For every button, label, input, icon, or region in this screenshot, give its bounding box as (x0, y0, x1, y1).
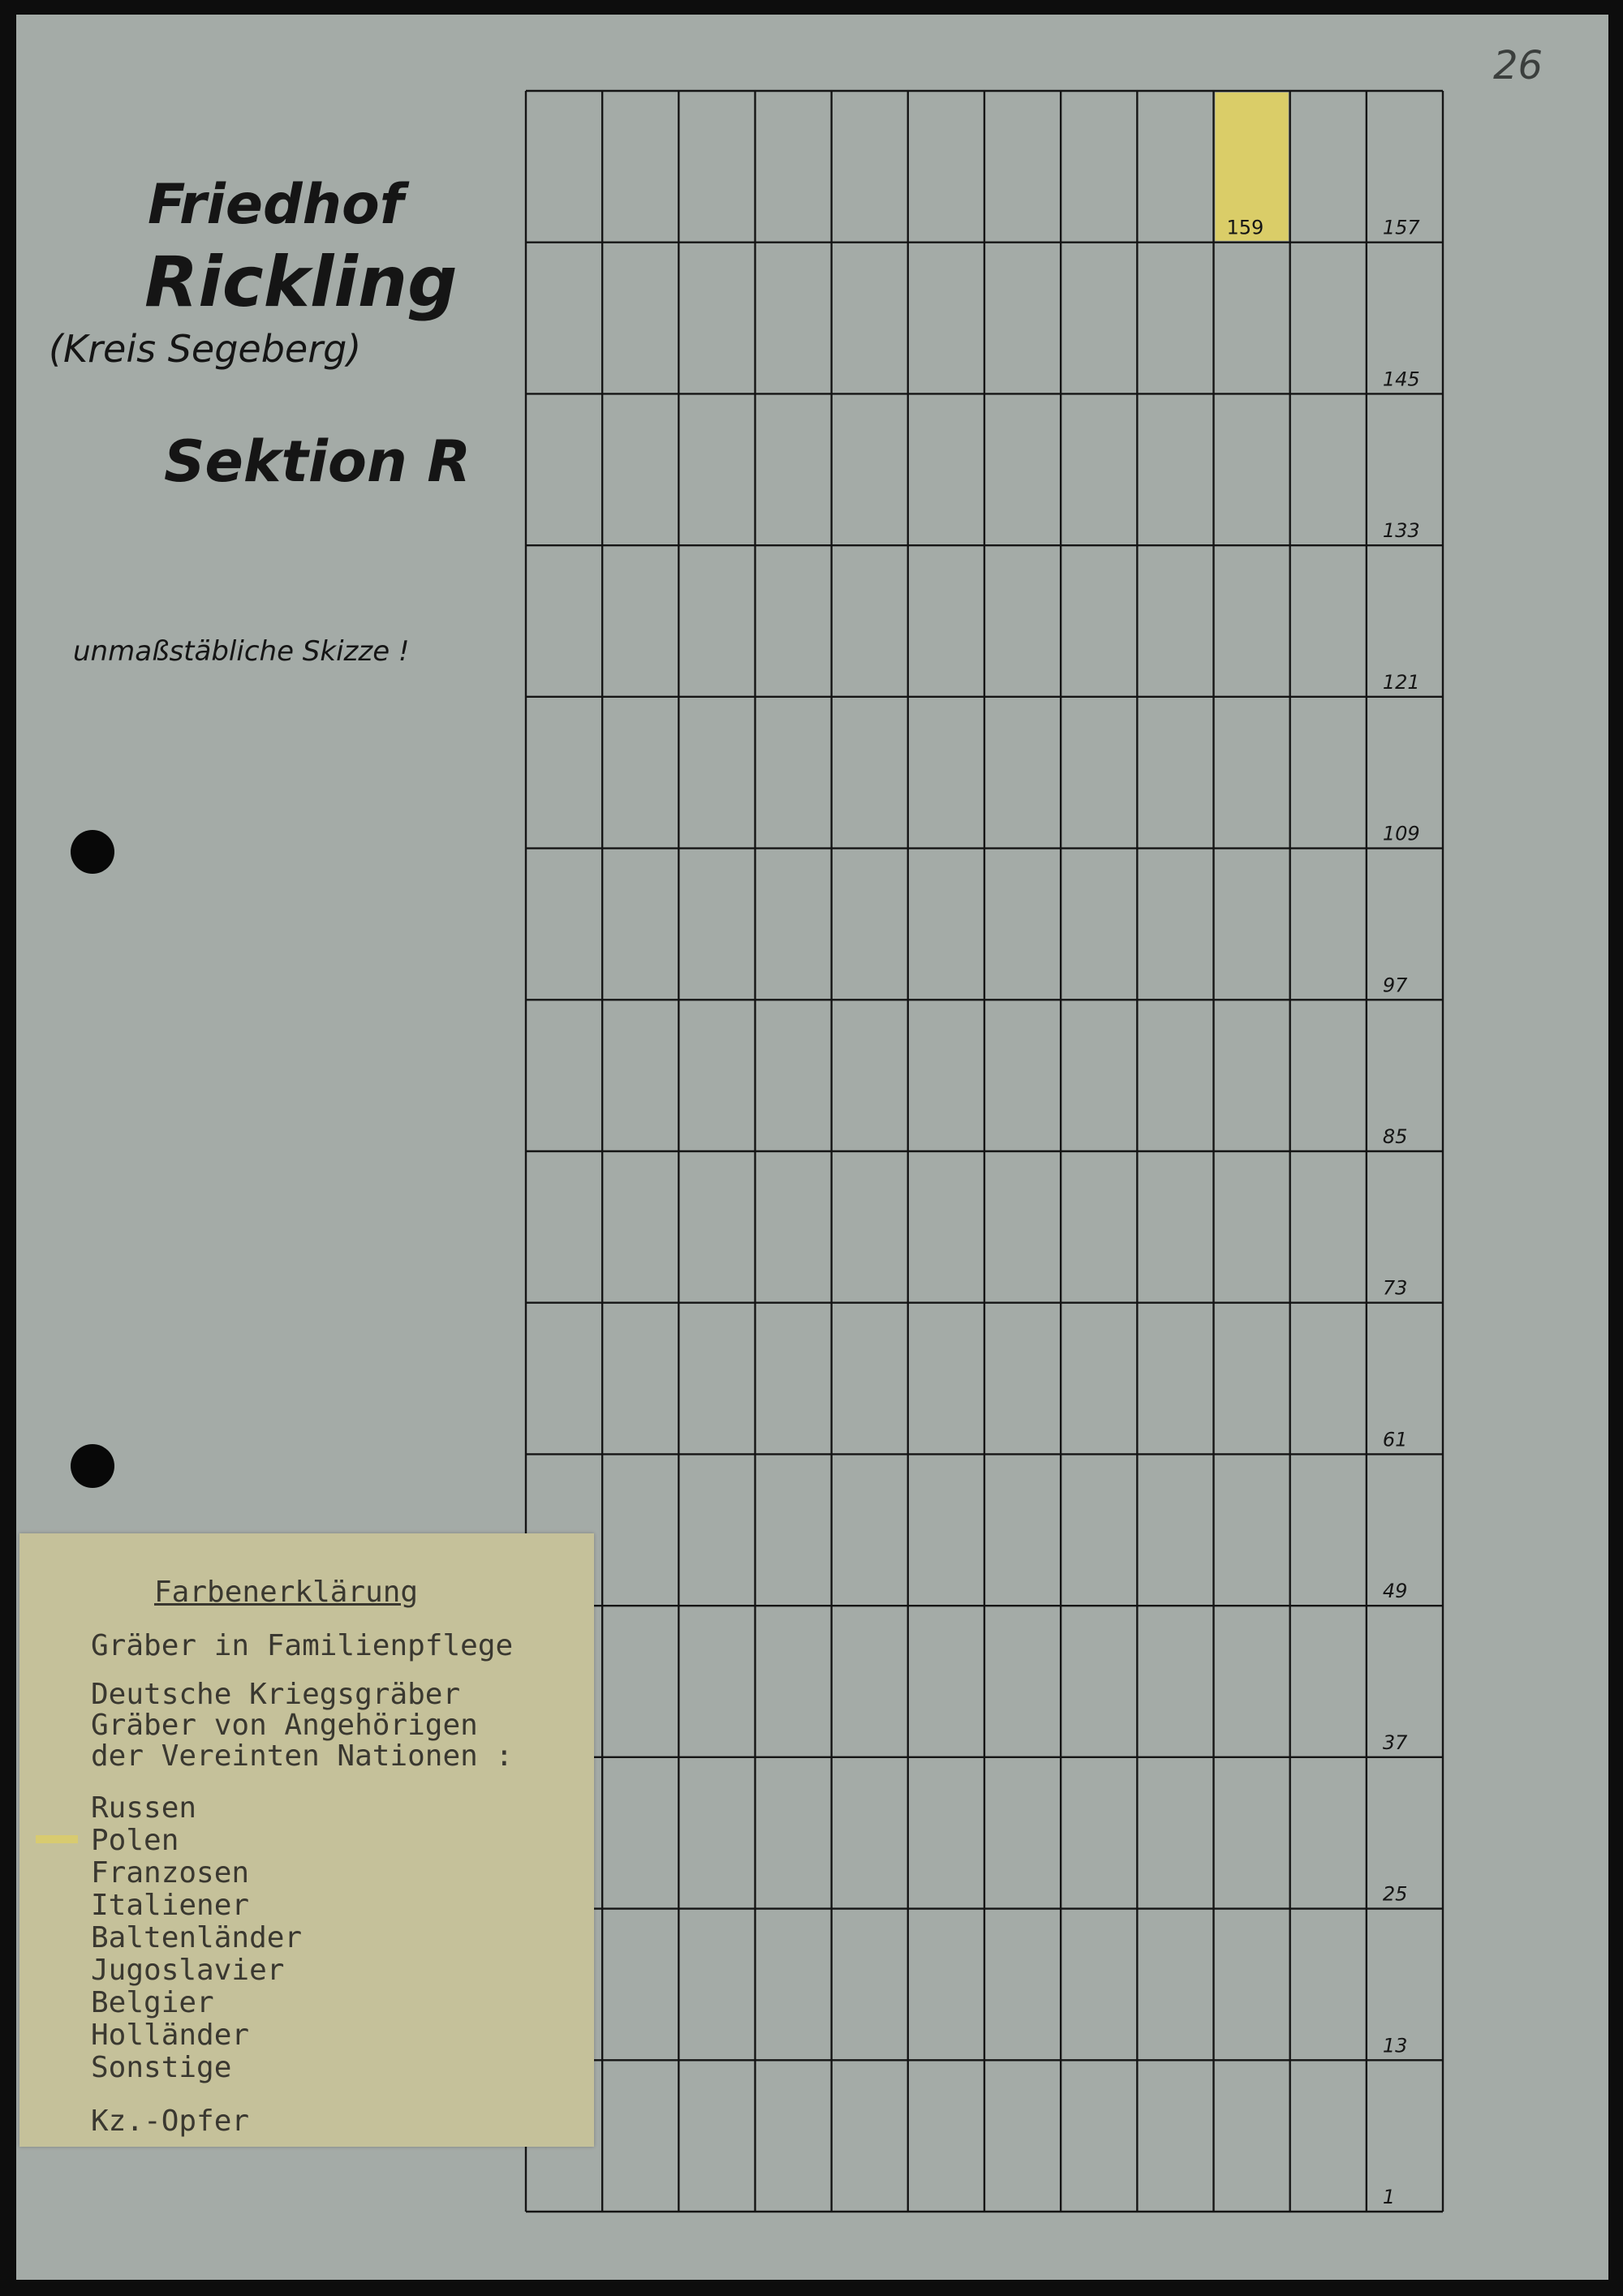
row-number-label: 1 (1382, 2186, 1396, 2208)
legend-item: Gräber in Familienpflege (91, 1629, 514, 1662)
legend-item: der Vereinten Nationen : (91, 1739, 514, 1773)
row-number-label: 133 (1382, 519, 1420, 543)
legend-item: Sonstige (91, 2051, 232, 2084)
section-title: Sektion R (164, 428, 471, 495)
legend-item: Holländer (91, 2019, 250, 2052)
legend-item: Belgier (91, 1986, 214, 2019)
legend-item: Russen (91, 1791, 197, 1825)
subtitle-kreis: (Kreis Segeberg) (49, 327, 362, 371)
row-number-label: 13 (1382, 2034, 1408, 2057)
legend-item: Baltenländer (91, 1921, 303, 1954)
highlighted-cell-label: 159 (1226, 216, 1264, 239)
document-sheet (16, 15, 1608, 2280)
row-number-label: 109 (1382, 822, 1420, 845)
title-rickling: Rickling (144, 242, 458, 323)
color-legend (19, 1533, 594, 2147)
legend-color-swatch (36, 1835, 78, 1843)
legend-item: Jugoslavier (91, 1954, 285, 1987)
row-number-label: 49 (1382, 1580, 1408, 1603)
legend-title: Farbenerklärung (154, 1576, 419, 1609)
legend-item: Deutsche Kriegsgräber (91, 1678, 461, 1711)
scale-note: unmaßstäbliche Skizze ! (73, 635, 410, 668)
row-number-label: 97 (1382, 974, 1408, 997)
row-number-label: 73 (1382, 1276, 1408, 1300)
legend-item: Franzosen (91, 1856, 250, 1890)
row-number-label: 85 (1382, 1125, 1408, 1148)
legend-item: Gräber von Angehörigen (91, 1709, 478, 1742)
row-number-label: 145 (1382, 368, 1420, 391)
row-number-label: 121 (1382, 670, 1420, 694)
legend-item: Italiener (91, 1889, 250, 1922)
legend-item: Polen (91, 1824, 179, 1857)
title-friedhof: Friedhof (148, 173, 404, 237)
row-number-label: 157 (1382, 216, 1420, 239)
row-number-label: 25 (1382, 1882, 1408, 1906)
legend-item: Kz.-Opfer (91, 2105, 250, 2138)
row-number-label: 61 (1382, 1428, 1408, 1451)
page-number: 26 (1493, 43, 1543, 88)
row-number-label: 37 (1382, 1731, 1408, 1754)
